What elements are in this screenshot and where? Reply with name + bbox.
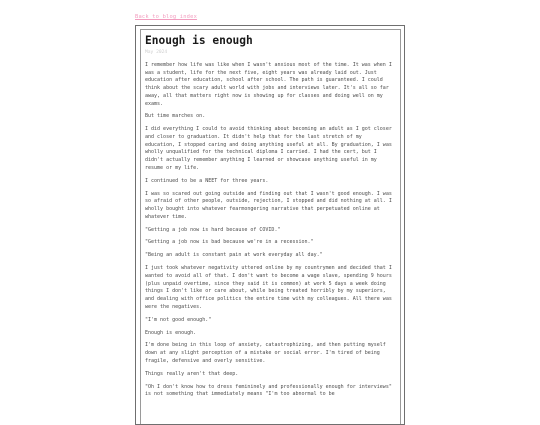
post-title: Enough is enough <box>145 34 253 47</box>
post-paragraph: I just took whatever negativity uttered online by my countrymen and decided that I wanted to avoid all of that. I don't want to become a wage slave, spending 9 hours (plus unpaid overtime, since they said it is common) at work 5 days a week doing things I don't like or care about, while being treated horribly by my superiors, and dealing with office politics the entire time with my colleagues. All there was were the negatives. <box>145 265 392 310</box>
post-paragraph: I'm done being in this loop of anxiety, catastrophizing, and then putting myself down at any slight perception of a mistake or social error. I'm tired of being fragile, defensive and overly sensitive. <box>145 342 386 364</box>
post-date: May 2024 <box>145 50 168 55</box>
post-quote: "I'm not good enough." <box>145 316 212 323</box>
post-card <box>135 25 405 425</box>
post-paragraph: I did everything I could to avoid thinking about becoming an adult as I got closer and closer to graduation. It didn't help that for the last stretch of my education, I stopped caring and doing anything useful at all. By graduation, I was wholly unqualified for the technical diploma I carried. I had the cert, but I didn't actually remember anything I learned or showcase anything useful in my resume or my life. <box>145 126 392 171</box>
post-paragraph: Things really aren't that deep. <box>145 370 239 377</box>
post-paragraph: I continued to be a NEET for three years. <box>145 177 269 184</box>
post-quote: "Getting a job now is hard because of COVID." <box>145 226 281 233</box>
post-paragraph: "Oh I don't know how to dress femininely and professionally enough for interviews" is not something that immediately means "I'm too abnormal to be <box>145 383 392 398</box>
post-content <box>140 29 401 424</box>
back-to-blog-index-link[interactable]: Back to blog index <box>135 14 198 20</box>
post-paragraph: But time marches on. <box>145 113 206 120</box>
post-paragraph: Enough is enough. <box>145 329 197 336</box>
post-quote: "Getting a job now is bad because we're in a recession." <box>145 239 314 246</box>
post-paragraph: I was so scared out going outside and finding out that I wasn't good enough. I was so afraid of other people, outside, rejection, I stopped and did nothing at all. I wholly bought into whatever fearmongering narrative that perpetuated online at whatever time. <box>145 190 392 220</box>
post-paragraph: I remember how life was like when I wasn't anxious most of the time. It was when I was a student, life for the next five, eight years was already laid out. Just education after education, school after school. The path is guaranteed. I could think about the scary adult world with jobs and interviews later. It's all so far away, all that matters right now is showing up for classes and doing well on my exams. <box>145 62 392 107</box>
post-quote: "Being an adult is constant pain at work everyday all day." <box>145 252 323 259</box>
